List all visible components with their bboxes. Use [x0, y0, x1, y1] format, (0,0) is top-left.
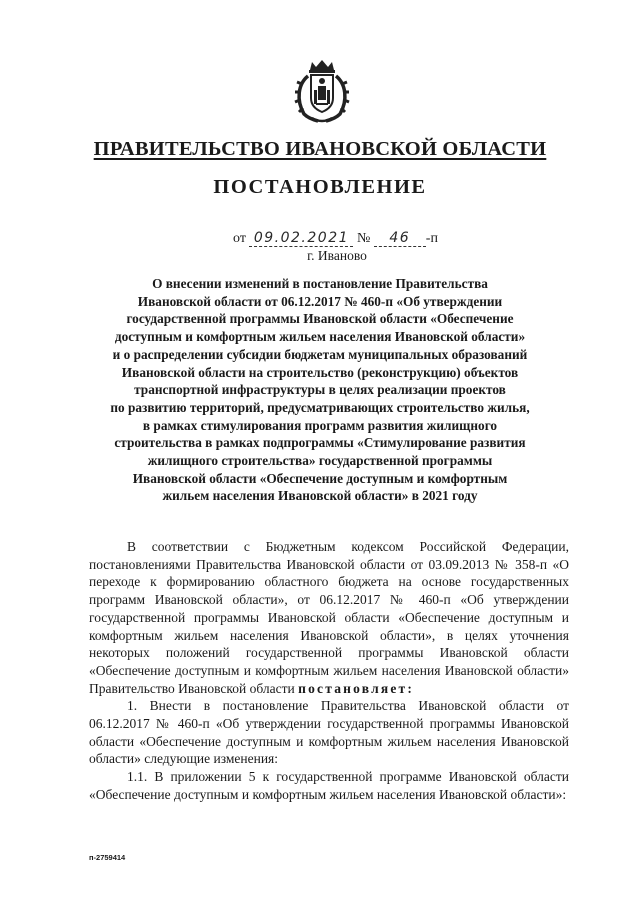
document-body: [89, 538, 569, 804]
preamble-text: В соответствии с Бюджетным кодексом Российской Федерации, постановлениями Правительства Ивановской области от 03.09.2013 № 358-п «О переходе к формированию областного бюджета на основе государственных программ Ивановской области», от 06.12.2017 № 460-п «Об утверждении государственной программы Ивановской области «Обеспечение доступным и комфортным жильем населения Ивановской области», в целях уточнения некоторых положений государственной программы Ивановской области «Обеспечение доступным и комфортным жильем населения Ивановской области» Правительство Ивановской области: [89, 539, 569, 696]
government-title: [0, 138, 640, 161]
subject-line: жилищного строительства» государственной программы: [147, 453, 493, 469]
decree-word: постановляет:: [298, 680, 415, 696]
document-type-heading: ПОСТАНОВЛЕНИЕ: [213, 176, 427, 198]
city-line: г. Иваново: [307, 248, 367, 263]
item-1-paragraph: 1. Внести в постановление Правительства Ивановской области от 06.12.2017 № 460-п «Об утверждении государственной программы Ивановской области «Обеспечение доступным и комфортным жильем населения Ивановской области» следующие изменения:: [89, 698, 569, 767]
subject-line: О внесении изменений в постановление Правительства: [152, 276, 488, 291]
item-1-1-paragraph: 1.1. В приложении 5 к государственной программе Ивановской области «Обеспечение доступным и комфортным жильем населения Ивановской области»:: [89, 769, 569, 802]
subject-line: жильем населения Ивановской области» в 2021 году: [162, 488, 478, 504]
subject-line: и о распределении субсидии бюджетам муниципальных образований: [112, 346, 528, 362]
preamble-paragraph: [89, 538, 569, 697]
government-title-text: ПРАВИТЕЛЬСТВО ИВАНОВСКОЙ ОБЛАСТИ: [93, 138, 547, 160]
date-prefix: от: [233, 231, 246, 246]
subject-line: транспортной инфраструктуры в целях реализации проектов: [134, 382, 506, 398]
ivanovo-coat-of-arms-icon: [294, 60, 350, 124]
number-suffix: -п: [425, 231, 438, 246]
subject-line: Ивановской области от 06.12.2017 № 460-п «Об утверждении: [137, 293, 503, 309]
handwritten-date: 09.02.2021: [249, 230, 353, 247]
subject-line: Ивановской области «Обеспечение доступным и комфортным: [132, 470, 508, 486]
document-subject: [0, 275, 640, 505]
handwritten-number: 46: [374, 230, 426, 247]
number-prefix: №: [356, 231, 371, 246]
date-number-line: [233, 230, 438, 247]
document-code: п-2759414: [89, 853, 126, 862]
subject-line: государственной программы Ивановской области «Обеспечение: [126, 311, 514, 327]
subject-line: в рамках стимулирования программ развития жилищного: [142, 417, 498, 433]
subject-line: по развитию территорий, предусматривающих строительство жилья,: [110, 399, 530, 415]
subject-line: Ивановской области на строительство (реконструкцию) объектов: [121, 364, 519, 380]
subject-line: строительства в рамках подпрограммы «Стимулирование развития: [114, 435, 526, 451]
subject-line: доступным и комфортным жильем населения Ивановской области»: [114, 329, 526, 345]
